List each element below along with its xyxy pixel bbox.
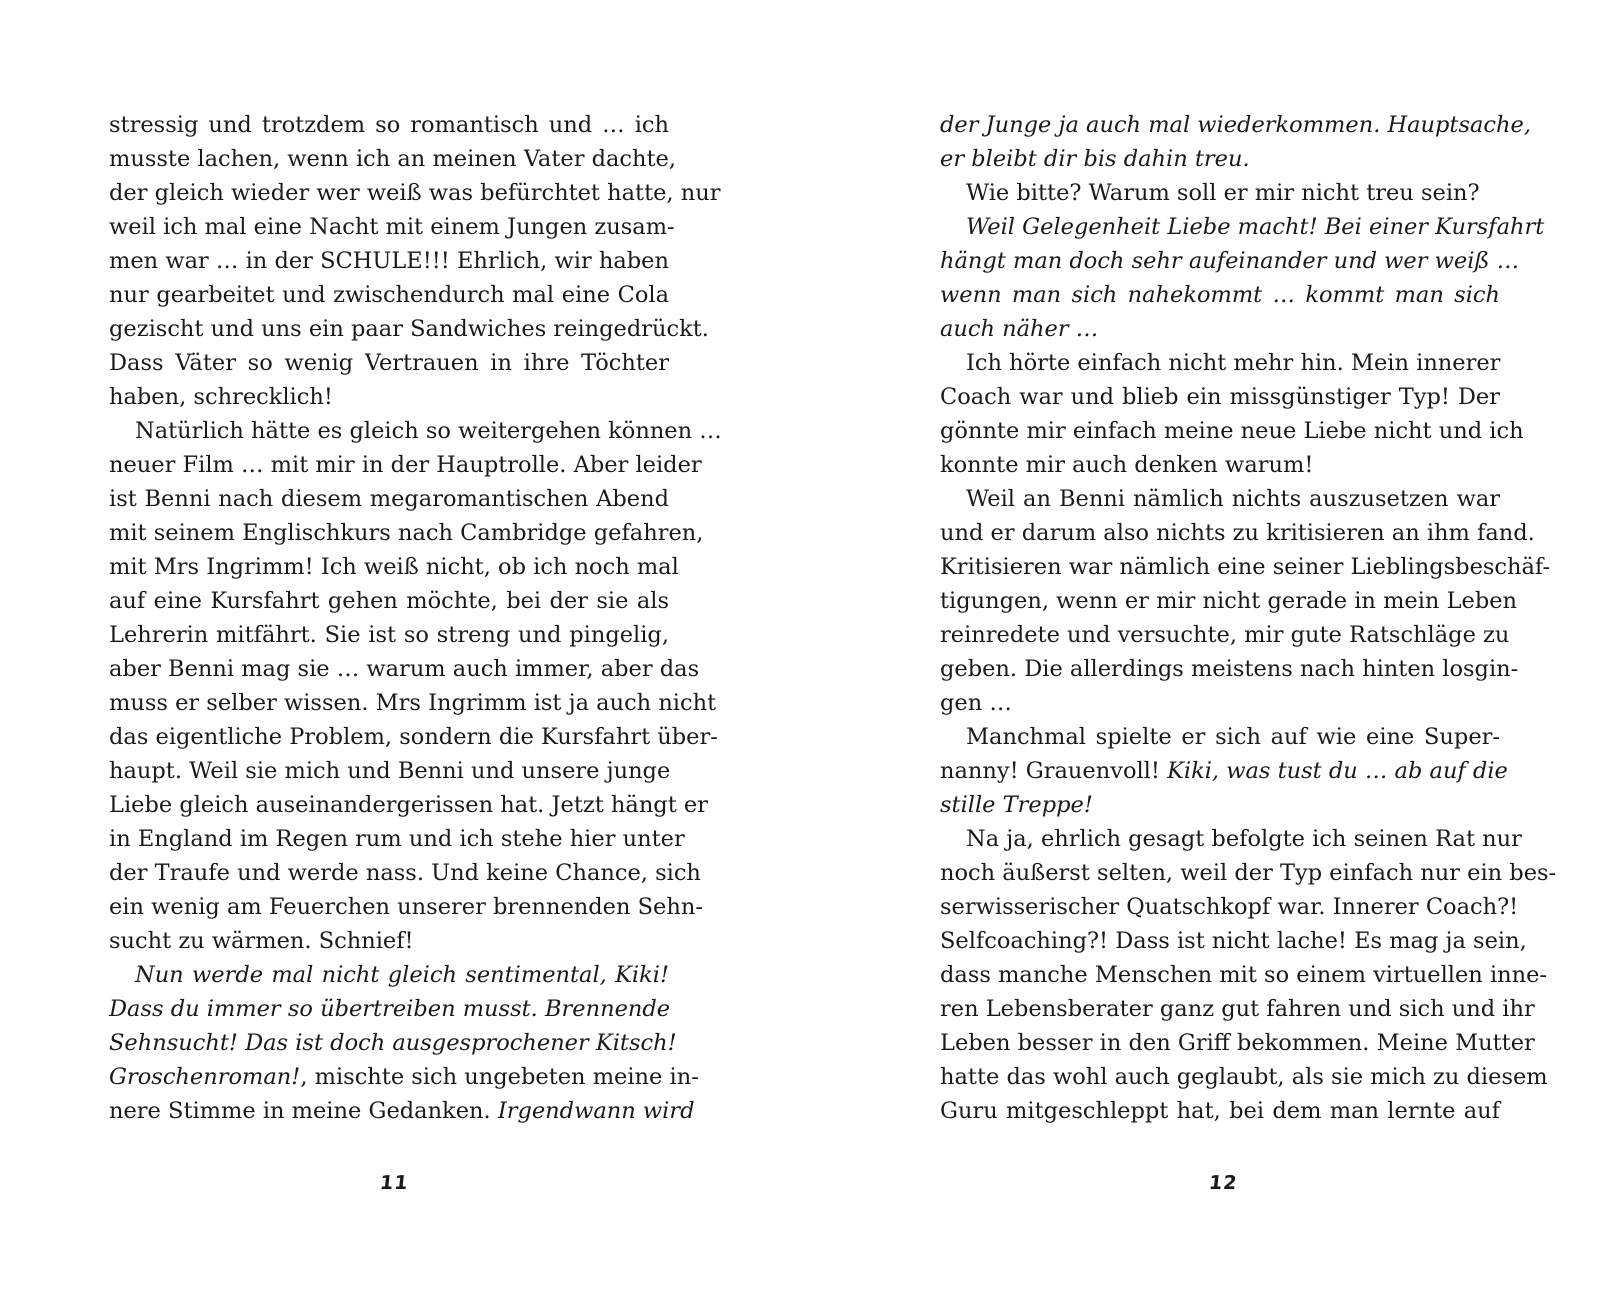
text-segment: muss er selber wissen. Mrs Ingrimm ist ja auch nicht (109, 690, 717, 716)
text-line (109, 652, 700, 686)
text-segment: Wie bitte? Warum soll er mir nicht treu sein? (966, 180, 1480, 206)
text-segment: reinredete und versuchte, mir gute Ratschläge zu (940, 622, 1510, 648)
text-line (109, 924, 669, 958)
text-line (940, 550, 1551, 584)
text-segment: gen … (940, 690, 1012, 716)
text-line (940, 448, 1500, 482)
text-segment: serwisserischer Quatschkopf war. Innerer Coach?! (940, 894, 1519, 920)
text-line (940, 754, 1508, 788)
italic-text-segment: hängt man doch sehr aufeinander und wer weiß … (940, 248, 1520, 274)
text-line (940, 482, 1500, 516)
text-segment: der Traufe und werde nass. Und keine Chance, sich (109, 860, 701, 886)
text-segment: Liebe gleich auseinandergerissen hat. Jetzt hängt er (109, 792, 708, 818)
text-line (109, 1060, 699, 1094)
text-segment: Guru mitgeschleppt hat, bei dem man lernte auf (940, 1098, 1500, 1124)
text-line (109, 890, 703, 924)
text-segment: Coach war und blieb ein missgünstiger Typ! Der (940, 384, 1500, 410)
italic-text-segment: Nun werde mal nicht gleich sentimental, Kiki! (135, 962, 669, 988)
text-line (109, 856, 701, 890)
text-segment: und er darum also nichts zu kritisieren an ihm fand. (940, 520, 1535, 546)
text-segment: Selfcoaching?! Dass ist nicht lache! Es mag ja sein, (940, 928, 1527, 954)
text-line (940, 414, 1524, 448)
text-line (940, 1026, 1535, 1060)
text-segment: aber Benni mag sie … warum auch immer, aber das (109, 656, 700, 682)
text-segment: haupt. Weil sie mich und Benni und unsere junge (109, 758, 671, 784)
text-line (940, 958, 1548, 992)
text-segment: ren Lebensberater ganz gut fahren und sich und ihr (940, 996, 1535, 1022)
left-page-text (109, 108, 722, 1128)
text-line (940, 584, 1518, 618)
italic-text-segment: auch näher … (940, 316, 1099, 342)
text-segment: , mischte sich ungebeten meine in- (300, 1064, 699, 1090)
text-segment: neuer Film … mit mir in der Hauptrolle. Aber leider (109, 452, 702, 478)
italic-text-segment: Groschenroman! (109, 1064, 301, 1090)
italic-text-segment: Irgendwann wird (497, 1098, 695, 1124)
text-line (109, 958, 669, 992)
text-segment: noch äußerst selten, weil der Typ einfach nur ein bes- (940, 860, 1557, 886)
text-segment: sucht zu wärmen. Schnief! (109, 928, 414, 954)
text-segment: Natürlich hätte es gleich so weitergehen können … (135, 418, 722, 444)
text-line (940, 890, 1519, 924)
text-line (940, 210, 1545, 244)
text-line (109, 346, 669, 380)
text-segment: men war … in der SCHULE!!! Ehrlich, wir haben (109, 248, 669, 274)
text-segment: Manchmal spielte er sich auf wie eine Super- (966, 724, 1500, 750)
text-line (109, 176, 721, 210)
text-line (109, 720, 718, 754)
text-line (940, 618, 1510, 652)
text-line (940, 380, 1500, 414)
text-line (940, 822, 1522, 856)
text-line (109, 992, 669, 1026)
italic-text-segment: er bleibt dir bis dahin treu. (940, 146, 1250, 172)
italic-text-segment: der Junge ja auch mal wiederkommen. Hauptsache, (940, 112, 1531, 138)
text-line (940, 652, 1519, 686)
text-line (109, 278, 669, 312)
italic-text-segment: Dass du immer so übertreiben musst. Brennende (109, 996, 671, 1022)
text-segment: mit seinem Englischkurs nach Cambridge gefahren, (109, 520, 704, 546)
text-segment: nanny! Grauenvoll! (940, 758, 1168, 784)
text-segment: ist Benni nach diesem megaromantischen Abend (109, 486, 669, 512)
text-segment: der gleich wieder wer weiß was befürchtet hatte, nur (109, 180, 721, 206)
text-segment: Weil an Benni nämlich nichts auszusetzen war (966, 486, 1500, 512)
text-segment: Lehrerin mitfährt. Sie ist so streng und pingelig, (109, 622, 669, 648)
text-line (109, 584, 669, 618)
text-line (940, 1060, 1548, 1094)
text-line (109, 788, 708, 822)
text-line (109, 1094, 695, 1128)
right-page-number: 12 (1207, 1172, 1239, 1194)
text-segment: haben, schrecklich! (109, 384, 333, 410)
text-line (940, 278, 1500, 312)
text-line (109, 618, 669, 652)
text-segment: mit Mrs Ingrimm! Ich weiß nicht, ob ich noch mal (109, 554, 679, 580)
text-segment: musste lachen, wenn ich an meinen Vater dachte, (109, 146, 677, 172)
text-line (109, 108, 669, 142)
italic-text-segment: wenn man sich nahekommt … kommt man sich (940, 282, 1500, 308)
text-segment: tigungen, wenn er mir nicht gerade in mein Leben (940, 588, 1518, 614)
text-segment: geben. Die allerdings meistens nach hinten losgin- (940, 656, 1519, 682)
italic-text-segment: Weil Gelegenheit Liebe macht! Bei einer Kursfahrt (966, 214, 1545, 240)
italic-text-segment: Kiki, was tust du … ab auf die (1167, 758, 1508, 784)
text-line (940, 720, 1500, 754)
text-line (940, 244, 1520, 278)
text-segment: gezischt und uns ein paar Sandwiches reingedrückt. (109, 316, 709, 342)
text-line (109, 482, 669, 516)
text-segment: dass manche Menschen mit so einem virtuellen inne- (940, 962, 1548, 988)
text-segment: Ich hörte einfach nicht mehr hin. Mein innerer (966, 350, 1501, 376)
text-line (940, 312, 1500, 346)
text-segment: hatte das wohl auch geglaubt, als sie mich zu diesem (940, 1064, 1548, 1090)
text-segment: Na ja, ehrlich gesagt befolgte ich seinen Rat nur (966, 826, 1522, 852)
italic-text-segment: stille Treppe! (940, 792, 1093, 818)
text-line (940, 924, 1527, 958)
text-line (109, 686, 717, 720)
text-segment: Kritisieren war nämlich eine seiner Lieblingsbeschäf- (940, 554, 1551, 580)
text-line (940, 108, 1531, 142)
text-line (109, 550, 679, 584)
text-line (940, 516, 1535, 550)
text-segment: konnte mir auch denken warum! (940, 452, 1314, 478)
text-segment: weil ich mal eine Nacht mit einem Jungen zusam- (109, 214, 675, 240)
text-line (109, 754, 669, 788)
text-segment: auf eine Kursfahrt gehen möchte, bei der sie als (109, 588, 669, 614)
text-line (109, 380, 669, 414)
text-line (109, 1026, 677, 1060)
text-line (109, 448, 702, 482)
text-line (109, 142, 677, 176)
text-line (940, 992, 1535, 1026)
text-line (109, 312, 709, 346)
text-segment: ein wenig am Feuerchen unserer brennenden Sehn- (109, 894, 703, 920)
text-segment: in England im Regen rum und ich stehe hier unter (109, 826, 685, 852)
text-line (109, 516, 704, 550)
text-segment: stressig und trotzdem so romantisch und … ich (109, 112, 669, 138)
text-segment: Leben besser in den Griff bekommen. Meine Mutter (940, 1030, 1535, 1056)
text-line (940, 856, 1557, 890)
text-segment: das eigentliche Problem, sondern die Kursfahrt über- (109, 724, 718, 750)
right-page-text (940, 108, 1557, 1128)
text-segment: gönnte mir einfach meine neue Liebe nicht und ich (940, 418, 1524, 444)
text-line (940, 686, 1500, 720)
text-segment: nur gearbeitet und zwischendurch mal eine Cola (109, 282, 669, 308)
text-segment: Dass Väter so wenig Vertrauen in ihre Töchter (109, 350, 669, 376)
text-line (109, 414, 722, 448)
text-segment: nere Stimme in meine Gedanken. (109, 1098, 498, 1124)
text-line (109, 244, 669, 278)
text-line (940, 176, 1500, 210)
italic-text-segment: Sehnsucht! Das ist doch ausgesprochener Kitsch! (109, 1030, 677, 1056)
text-line (940, 1094, 1500, 1128)
text-line (940, 346, 1500, 380)
text-line (109, 210, 675, 244)
left-page-number: 11 (378, 1172, 410, 1194)
text-line (940, 142, 1500, 176)
text-line (940, 788, 1500, 822)
text-line (109, 822, 685, 856)
